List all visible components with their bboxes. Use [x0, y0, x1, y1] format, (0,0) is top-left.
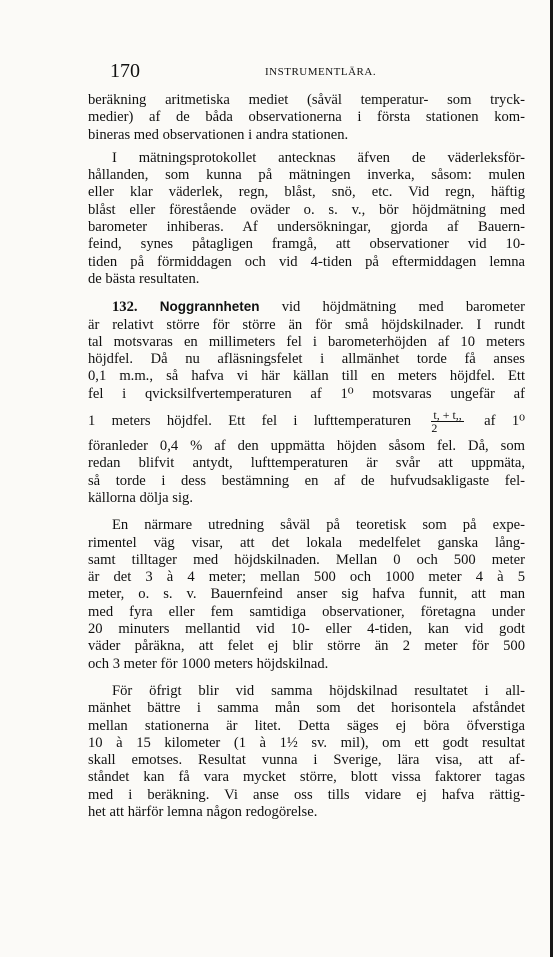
text-line: mänhet bättre i samma mån som det horisontela afståndet: [88, 700, 525, 717]
text-line: är relativt större för större än för små höjdskilnader. I rundt: [88, 316, 525, 333]
text-line: 10 à 15 kilometer (1 à 1½ sv. mil), om ett godt resultat: [88, 734, 525, 751]
text-line: hållanden, som kunna på mätningen inverka, såsom: mulen: [88, 167, 525, 184]
paragraph: [88, 92, 525, 144]
text-line: tiden på förmiddagen och vid 4-tiden på eftermiddagen lemna: [88, 253, 525, 270]
text-line: är det 3 à 4 meter; mellan 500 och 1000 meter 4 à 5: [88, 569, 525, 586]
text-line: de bästa resultaten.: [88, 270, 200, 287]
running-title: INSTRUMENTLÄRA.: [265, 66, 377, 78]
text-line: 0,1 m.m., så hafva vi här källan till en meters höjdfel. Ett: [88, 368, 525, 385]
text-line: En närmare utredning såväl på teoretisk som på expe-: [112, 517, 525, 534]
text-line: skall emotses. Resultat vunna i Sverige, lära visa, att af-: [88, 752, 525, 769]
paragraph: [88, 150, 525, 288]
text-line: feind, synes påtagligen framgå, att observationer vid 10-: [88, 236, 525, 253]
equation-suffix: af 1⁰: [484, 412, 525, 429]
section-number: 132.: [112, 299, 138, 316]
text-line: tal motsvaras en millimeters fel i barometerhöjden af 10 meters: [88, 333, 525, 350]
text-line: 20 minuters mellantid vid 10- eller 4-tiden, kan vid godt: [88, 621, 525, 638]
text-line: och 3 meter för 1000 meters höjdskilnad.: [88, 655, 329, 672]
text-line: beräkning aritmetiska mediet (såväl temperatur- som tryck-: [88, 92, 525, 108]
text-line: barometer inhiberas. Af undersökningar, gjorda af Bauern-: [88, 219, 525, 236]
section-132: [88, 298, 525, 507]
text-line: samt tilltager med höjdskilnaden. Mellan 0 och 500 meter: [88, 551, 525, 568]
fraction: [431, 409, 463, 434]
equation-prefix: 1 meters höjdfel. Ett fel i lufttemperaturen: [88, 412, 411, 429]
text-line: I mätningsprotokollet antecknas äfven de väderleksför-: [112, 149, 525, 166]
text-line: så torde i dess bestämning en af de hufvudsakligaste fel-: [88, 472, 525, 489]
fraction-numerator: t, + t,,: [433, 408, 462, 423]
text-line: eller klar väderlek, regn, blåst, snö, etc. Vid regn, häftig: [88, 184, 525, 201]
text-line: mellan stationerna är litet. Detta säges ej böra öfverstiga: [88, 717, 525, 734]
page-number: 170: [110, 60, 140, 82]
text-line: fel i qvicksilfvertemperaturen af 1⁰ motsvaras ungefär af: [88, 385, 525, 402]
text-line: källorna dölja sig.: [88, 489, 193, 506]
text-line: vid höjdmätning med barometer: [281, 299, 525, 316]
text-line: väder påräkna, att felet ej blir större än 2 meter för 500: [88, 638, 525, 655]
text-line: För öfrigt blir vid samma höjdskilnad resultatet i all-: [112, 682, 525, 699]
section-title: Noggrannheten: [159, 299, 260, 315]
text-line: bineras med observationen i andra stationen.: [88, 126, 349, 143]
text-line: meter, o. s. v. Bauernfeind anser sig hafva funnit, att man: [88, 586, 525, 603]
paragraph: [88, 517, 525, 673]
text-line: ståndet kan få vara mycket större, blott vissa faktorer tagas: [88, 769, 525, 786]
text-line: med i beräkning. Vi anse oss tills vidare ej hafva rättig-: [88, 786, 525, 803]
paragraph: [88, 683, 525, 821]
text-line: blåst eller förestående oväder o. s. v., bör höjdmätning med: [88, 201, 525, 218]
text-line: rimentel väg visar, att det lokala medelfelet ganska lång-: [88, 534, 525, 551]
section-first-line: [88, 298, 525, 316]
text-line: redan blifvit antydt, lufttemperaturen är svår att uppmäta,: [88, 455, 525, 472]
fraction-denominator: 2: [431, 421, 438, 436]
text-line: med fyra eller fem samtidiga observationer, företagna under: [88, 603, 525, 620]
page-header: [110, 60, 530, 84]
text-line: föranleder 0,4 % af den uppmätta höjden såsom fel. Då, som: [88, 438, 525, 455]
text-line: het att härför lemna någon redogörelse.: [88, 803, 318, 820]
page-body: [88, 92, 525, 821]
text-line: medier) af de båda observationerna i första stationen kom-: [88, 109, 525, 126]
text-line: höjdfel. Då nu afläsningsfelet i allmänhet torde få anses: [88, 351, 525, 368]
equation-line: [88, 409, 525, 434]
